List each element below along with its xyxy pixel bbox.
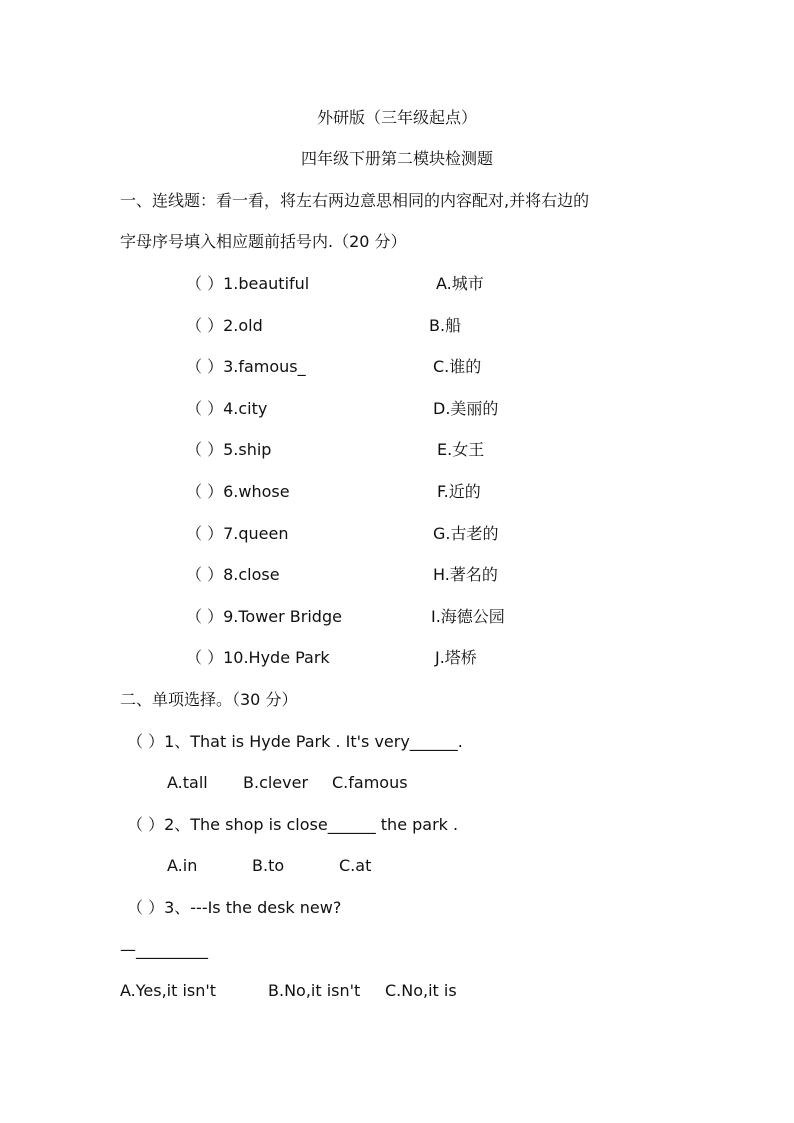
match-item-left: （ ）7.queen xyxy=(186,524,289,543)
match-item-left: （ ）9.Tower Bridge xyxy=(186,607,342,626)
question-option: B.to xyxy=(252,856,285,875)
section1-instruction-line1: 一、连线题：看一看，将左右两边意思相同的内容配对,并将右边的 xyxy=(120,191,590,210)
question-option: A.in xyxy=(167,856,198,875)
worksheet-title: 外研版（三年级起点） xyxy=(316,108,477,127)
match-item-left: （ ）6.whose xyxy=(186,482,290,501)
question-option: A.tall xyxy=(167,773,208,792)
question-option: A.Yes,it isn't xyxy=(120,981,217,1000)
match-item-left: （ ）4.city xyxy=(186,399,268,418)
answer-line: —_________ xyxy=(120,940,208,959)
question-option: B.clever xyxy=(243,773,309,792)
match-item-left: （ ）2.old xyxy=(186,316,263,335)
match-item-right: F.近的 xyxy=(437,482,481,501)
match-item-right: H.著名的 xyxy=(433,565,498,584)
match-item-left: （ ）1.beautiful xyxy=(186,274,310,293)
match-item-left: （ ）10.Hyde Park xyxy=(186,648,330,667)
section1-instruction-line2: 字母序号填入相应题前括号内.（20 分） xyxy=(120,232,407,251)
match-item-right: G.古老的 xyxy=(433,524,499,543)
match-item-right: B.船 xyxy=(429,316,462,335)
section2-heading: 二、单项选择。（30 分） xyxy=(120,690,298,709)
match-item-right: E.女王 xyxy=(437,440,485,459)
question-stem: （ ）1、That is Hyde Park . It's very______. xyxy=(127,732,463,751)
match-item-right: D.美丽的 xyxy=(433,399,499,418)
question-option: C.No,it is xyxy=(385,981,457,1000)
question-option: C.at xyxy=(339,856,372,875)
match-item-right: A.城市 xyxy=(436,274,484,293)
match-item-right: C.谁的 xyxy=(433,357,482,376)
worksheet-subtitle: 四年级下册第二模块检测题 xyxy=(300,149,493,168)
match-item-right: I.海德公园 xyxy=(431,607,505,626)
match-item-left: （ ）5.ship xyxy=(186,440,272,459)
question-stem: （ ）2、The shop is close______ the park . xyxy=(127,815,459,834)
match-item-left: （ ）8.close xyxy=(186,565,280,584)
match-item-right: J.塔桥 xyxy=(435,648,477,667)
match-item-left: （ ）3.famous_ xyxy=(186,357,306,376)
question-option: C.famous xyxy=(332,773,408,792)
question-stem: （ ）3、---Is the desk new? xyxy=(127,898,342,917)
question-option: B.No,it isn't xyxy=(268,981,361,1000)
